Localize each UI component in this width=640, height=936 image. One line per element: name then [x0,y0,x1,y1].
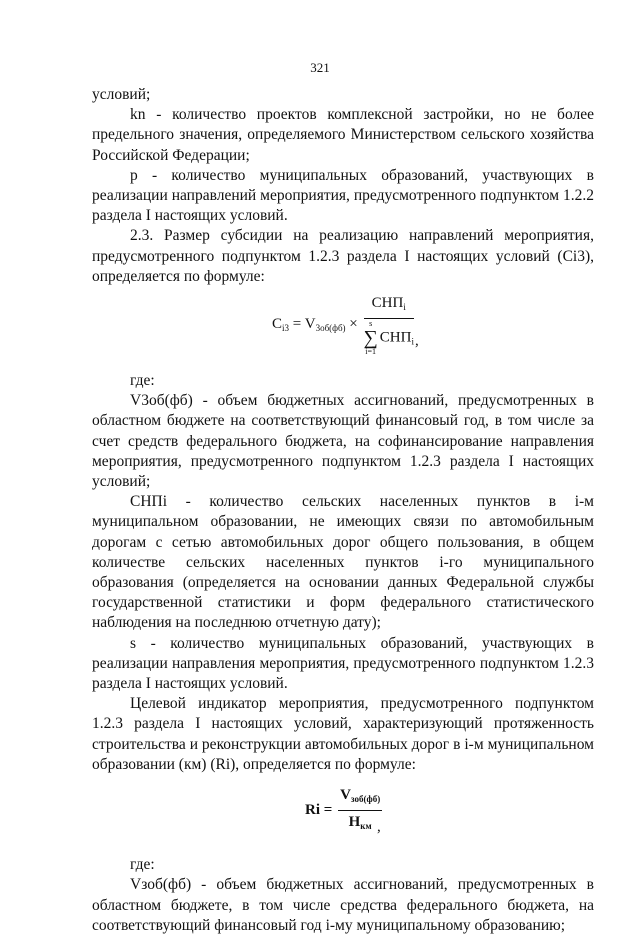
paragraph: p - количество муниципальных образований, участвующих в реализации направлений мероприятия, предусмотренного подпунктом 1.2.2 раздела I настоящих условий. [92,166,594,225]
paragraph: условий; [92,86,151,103]
formula-lhs: C [272,316,283,333]
formula-expression [272,293,414,356]
definition: СНПi - количество сельских населенных пунктов в i-м муниципальном образовании, не имеющих связи по автомобильным дорогам с сетью автомобильных дорог общего пользования, в общем количестве сельских населенных пунктов i-го муниципального образования (определяется на основании данных Федеральной службы государственной статистики и форм федерального статистического наблюдения на последнюю отчетную дату); [92,493,594,632]
formula-v-sub: 3об(фб) [315,323,346,334]
paragraph: kn - количество проектов комплексной застройки, но не более предельного значения, определяемого Министерством сельского хозяйства Российской Федерации; [92,106,594,164]
fraction-numerator: $V_{зоб(фб)}$ [338,785,382,811]
formula-fraction [364,293,414,356]
where-label: где: [130,856,155,874]
fraction-denominator: $H_{км}$ [348,814,372,832]
formula-times: × [349,316,358,333]
formula2-comma: , [377,819,381,836]
formula2-expression [305,785,382,836]
paragraph: 2.3. Размер субсидии на реализацию направлений мероприятия, предусмотренного подпунктом 1.2.3 раздела I настоящих условий (Ci3), определяется по формуле: [92,227,594,285]
definition: s - количество муниципальных образований, участвующих в реализации направления мероприятия, предусмотренного подпунктом 1.2.3 раздела I настоящих условий. [92,634,594,693]
page-number: 321 [310,60,330,75]
formula-eq: = V [292,316,316,333]
document-body [92,85,594,936]
definition: Целевой индикатор мероприятия, предусмотренного подпунктом 1.2.3 раздела I настоящих условий, характеризующий протяженность строительства и реконструкции автомобильных дорог в i-м муниципальном образовании (км) (Ri), определяется по формуле: [92,695,594,773]
definition: V3об(фб) - объем бюджетных ассигнований, предусмотренных в областном бюджете на соответствующий финансовый год, в том числе за счет средств федерального бюджета, на софинансирование направления мероприятия, предусмотренного подпунктом 1.2.3 раздела I настоящих условий; [92,392,594,491]
definition: Vзоб(фб) - объем бюджетных ассигнований, предусмотренных в областном бюджете, в том числе средства федерального бюджета, на соответствующий финансовый год i-му муниципальному образованию; [92,876,594,934]
sum-symbol: s ∑ i=1 [363,319,378,357]
where-label: где: [130,372,155,390]
formula-comma: , [415,333,419,350]
formula-indicator [92,775,594,835]
fraction-denominator: s ∑ i=1 $СНП_i$ [363,319,414,357]
formula-subsidy [92,287,594,357]
formula-lhs-sub: i3 [282,323,290,334]
fraction-numerator: $СНП_i$ [364,293,414,319]
formula2-fraction [338,785,382,836]
formula2-lhs: Ri = [305,802,333,819]
